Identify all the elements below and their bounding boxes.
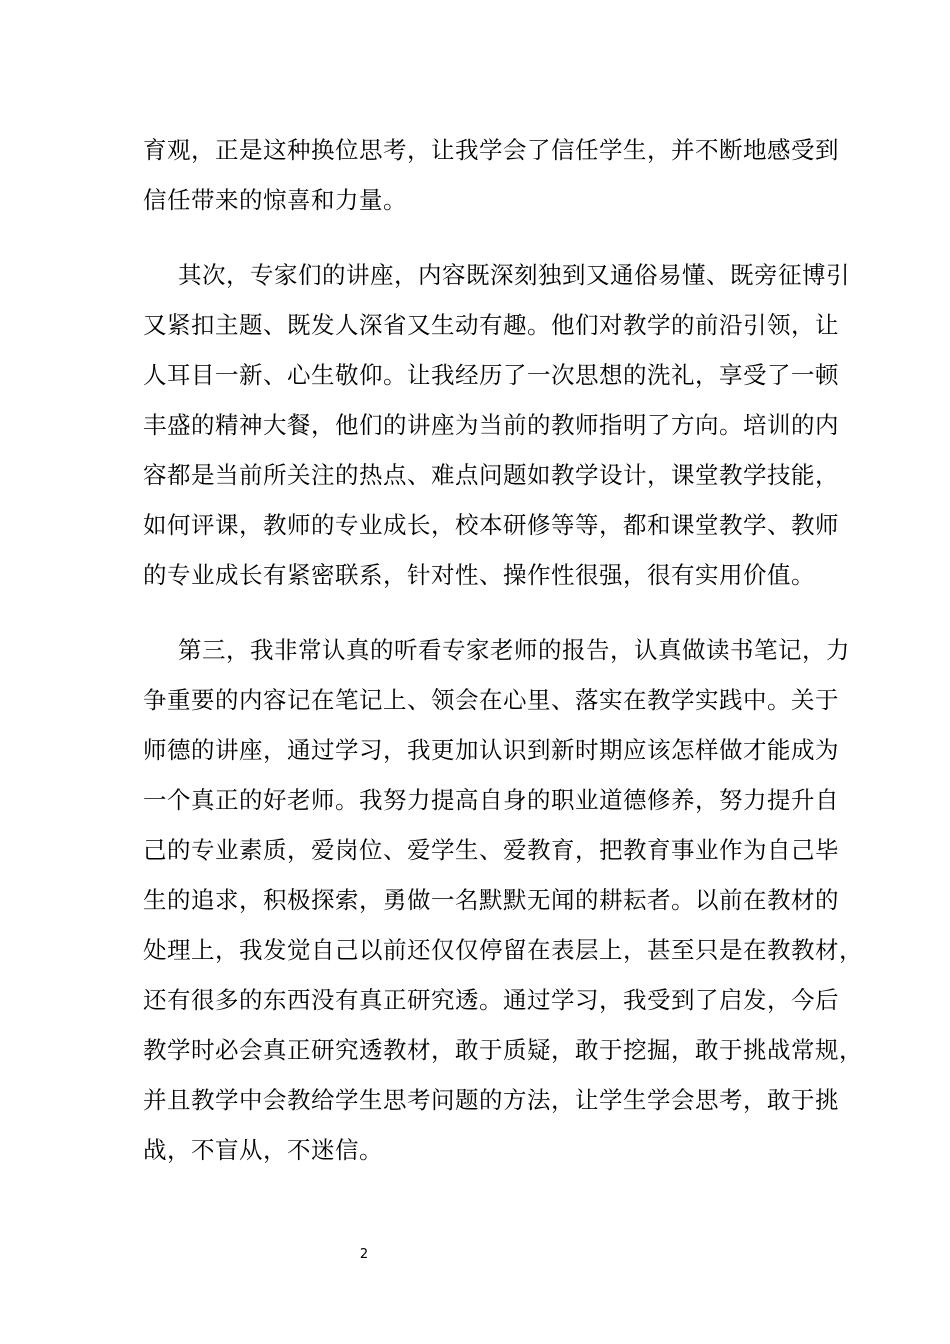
paragraph-3-line-7: 处理上，我发觉自己以前还仅仅停留在表层上，甚至只是在教教材， bbox=[143, 936, 863, 964]
paragraph-3-line-6: 生的追求，积极探索，勇做一名默默无闻的耕耘者。以前在教材的 bbox=[143, 886, 839, 914]
paragraph-3-line-4: 一个真正的好老师。我努力提高自身的职业道德修养，努力提升自 bbox=[143, 786, 839, 814]
page-number: 2 bbox=[359, 1247, 369, 1262]
paragraph-3-line-2: 争重要的内容记在笔记上、领会在心里、落实在教学实践中。关于 bbox=[143, 686, 839, 714]
paragraph-1-line-1: 育观，正是这种换位思考，让我学会了信任学生，并不断地感受到 bbox=[143, 136, 839, 164]
paragraph-2-line-1: 其次，专家们的讲座，内容既深刻独到又通俗易懂、既旁征博引 bbox=[178, 261, 850, 289]
paragraph-3-line-5: 己的专业素质，爱岗位、爱学生、爱教育，把教育事业作为自己毕 bbox=[143, 836, 839, 864]
paragraph-3-line-8: 还有很多的东西没有真正研究透。通过学习，我受到了启发，今后 bbox=[143, 986, 839, 1014]
paragraph-2-line-5: 容都是当前所关注的热点、难点问题如教学设计，课堂教学技能， bbox=[143, 461, 839, 489]
paragraph-3-line-11: 战，不盲从，不迷信。 bbox=[143, 1136, 383, 1164]
paragraph-2-line-4: 丰盛的精神大餐，他们的讲座为当前的教师指明了方向。培训的内 bbox=[143, 411, 839, 439]
paragraph-3-line-3: 师德的讲座，通过学习，我更加认识到新时期应该怎样做才能成为 bbox=[143, 736, 839, 764]
paragraph-2-line-2: 又紧扣主题、既发人深省又生动有趣。他们对教学的前沿引领，让 bbox=[143, 311, 839, 339]
paragraph-2-line-3: 人耳目一新、心生敬仰。让我经历了一次思想的洗礼，享受了一顿 bbox=[143, 361, 839, 389]
paragraph-3-line-1: 第三，我非常认真的听看专家老师的报告，认真做读书笔记，力 bbox=[178, 636, 850, 664]
paragraph-1-line-2: 信任带来的惊喜和力量。 bbox=[143, 186, 407, 214]
paragraph-3-line-9: 教学时必会真正研究透教材，敢于质疑，敢于挖掘，敢于挑战常规， bbox=[143, 1036, 863, 1064]
paragraph-2-line-7: 的专业成长有紧密联系，针对性、操作性很强，很有实用价值。 bbox=[143, 561, 815, 589]
paragraph-2-line-6: 如何评课，教师的专业成长，校本研修等等，都和课堂教学、教师 bbox=[143, 511, 839, 539]
paragraph-3-line-10: 并且教学中会教给学生思考问题的方法，让学生学会思考，敢于挑 bbox=[143, 1086, 839, 1114]
